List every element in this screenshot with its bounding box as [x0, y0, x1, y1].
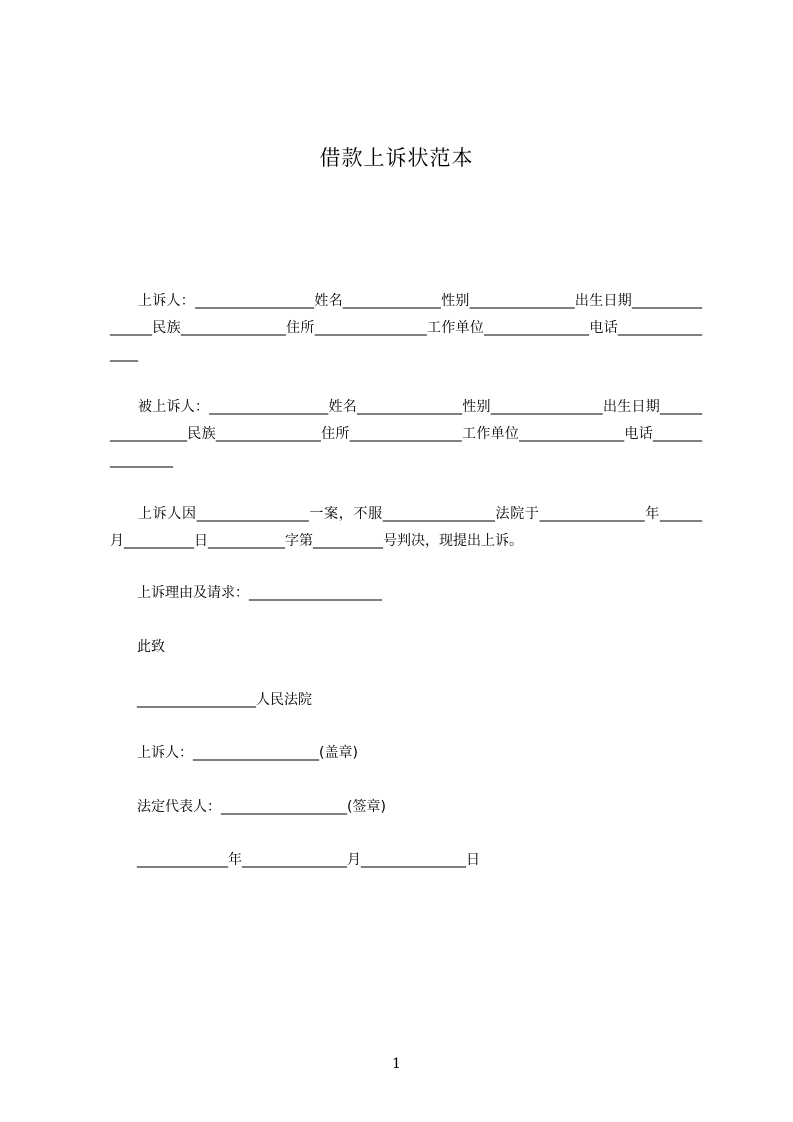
appellee-info-paragraph: 被上诉人：_________________姓名_______________性别________________出生日期_________________民族_______________住所________________工作单位_______________电话________________ [110, 399, 702, 468]
appellant-info-paragraph: 上诉人：_________________姓名______________性别_______________出生日期________________民族_______________住所________________工作单位_______________电话________________ [110, 293, 702, 362]
date-line: _____________年_______________月_______________日 [137, 852, 480, 868]
page-number: 1 [392, 1056, 401, 1072]
appeal-reasons-line: 上诉理由及请求：___________________ [137, 585, 382, 601]
appeal-cause-paragraph: 上诉人因________________一案，不服________________法院于_______________年______月__________日___________字第__________号判决，现提出上诉。 [110, 506, 702, 549]
court-name-line: _________________人民法院 [137, 692, 312, 708]
appellant-signature-line: 上诉人：__________________(盖章) [137, 745, 358, 761]
legal-representative-signature-line: 法定代表人：__________________(签章) [137, 799, 386, 815]
salutation-text: 此致 [137, 639, 165, 655]
document-title: 借款上诉状范本 [319, 146, 474, 170]
